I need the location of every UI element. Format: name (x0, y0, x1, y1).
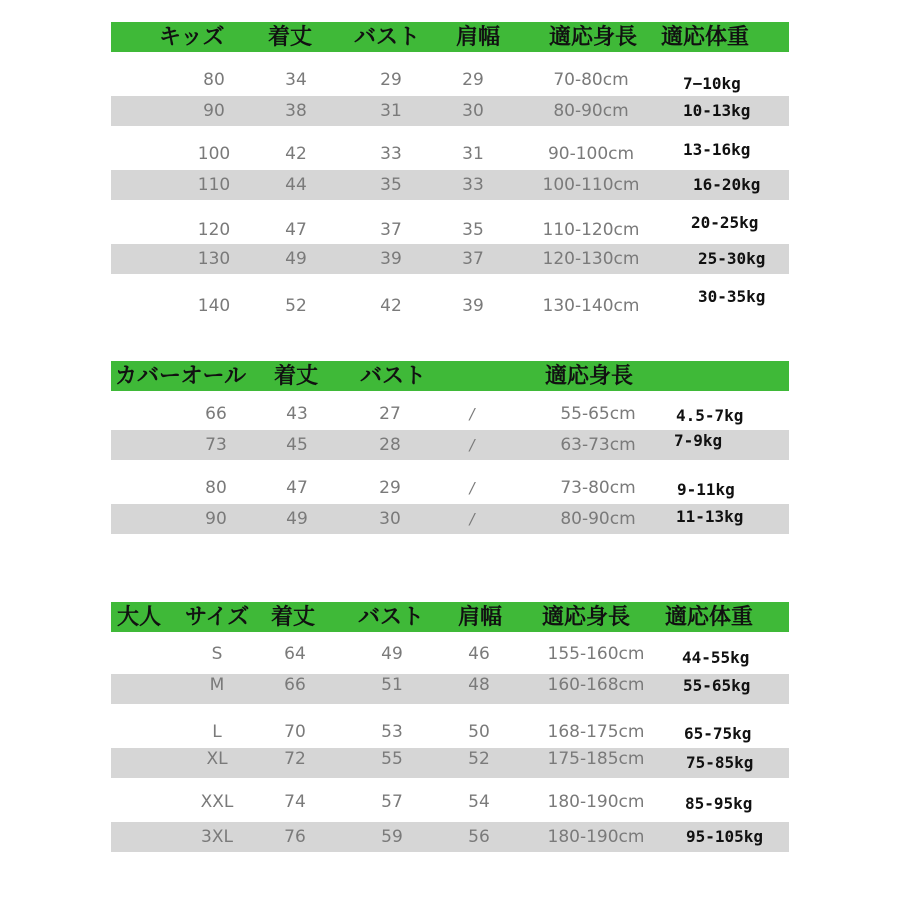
coverall-cell-length: 47 (286, 478, 308, 498)
coverall-cell-size: 73 (205, 435, 227, 455)
kids-cell-weight: 30-35kg (698, 287, 766, 306)
adult-cell-size: 3XL (201, 827, 233, 847)
kids-cell-bust: 29 (380, 70, 402, 90)
adult-cell-weight: 44-55kg (682, 648, 750, 667)
kids-table-row (111, 286, 789, 318)
kids-header-bust: バスト (354, 25, 421, 50)
coverall-cell-height: 63-73cm (560, 435, 636, 455)
kids-table-row (111, 64, 789, 96)
kids-cell-shoulder: 37 (462, 249, 484, 269)
adult-badge: 大人 (117, 605, 162, 630)
adult-cell-shoulder: 52 (468, 749, 490, 769)
coverall-cell-weight: 11-13kg (676, 507, 744, 526)
adult-cell-shoulder: 46 (468, 644, 490, 664)
kids-cell-length: 34 (285, 70, 307, 90)
adult-cell-bust: 53 (381, 722, 403, 742)
coverall-cell-size: 80 (205, 478, 227, 498)
adult-cell-height: 180-190cm (547, 827, 645, 847)
kids-cell-bust: 33 (380, 144, 402, 164)
kids-cell-height: 110-120cm (542, 220, 640, 240)
kids-cell-length: 38 (285, 101, 307, 121)
kids-header-height: 適応身長 (549, 25, 638, 50)
adult-cell-length: 76 (284, 827, 306, 847)
adult-cell-height: 168-175cm (547, 722, 645, 742)
kids-cell-weight: 10-13kg (683, 101, 751, 120)
adult-cell-length: 74 (284, 792, 306, 812)
coverall-cell-shoulder: / (469, 510, 475, 528)
kids-cell-shoulder: 29 (462, 70, 484, 90)
adult-cell-weight: 75-85kg (686, 753, 754, 772)
adult-cell-size: S (211, 644, 223, 664)
kids-cell-bust: 37 (380, 220, 402, 240)
kids-cell-length: 42 (285, 144, 307, 164)
kids-cell-height: 120-130cm (542, 249, 640, 269)
coverall-cell-height: 80-90cm (560, 509, 636, 529)
adult-cell-bust: 55 (381, 749, 403, 769)
coverall-cell-length: 49 (286, 509, 308, 529)
kids-cell-size: 110 (197, 175, 231, 195)
kids-cell-height: 100-110cm (542, 175, 640, 195)
adult-cell-shoulder: 56 (468, 827, 490, 847)
kids-cell-bust: 42 (380, 296, 402, 316)
adult-cell-shoulder: 48 (468, 675, 490, 695)
adult-table-row (111, 790, 789, 822)
kids-cell-height: 90-100cm (547, 144, 635, 164)
kids-cell-shoulder: 39 (462, 296, 484, 316)
kids-cell-size: 90 (203, 101, 225, 121)
kids-cell-shoulder: 30 (462, 101, 484, 121)
kids-cell-weight: 13-16kg (683, 140, 751, 159)
kids-cell-bust: 35 (380, 175, 402, 195)
coverall-header-height: 適応身長 (545, 364, 634, 389)
kids-table-row (111, 138, 789, 170)
kids-table-row (111, 96, 789, 126)
coverall-header-category: カバーオール (115, 364, 247, 389)
adult-cell-height: 160-168cm (547, 675, 645, 695)
kids-cell-shoulder: 35 (462, 220, 484, 240)
kids-cell-height: 130-140cm (542, 296, 640, 316)
adult-header-length: 着丈 (271, 605, 316, 630)
kids-cell-height: 80-90cm (553, 101, 629, 121)
kids-cell-shoulder: 31 (462, 144, 484, 164)
kids-header-category: キッズ (159, 25, 225, 50)
coverall-cell-bust: 27 (379, 404, 401, 424)
kids-cell-length: 44 (285, 175, 307, 195)
adult-cell-weight: 95-105kg (686, 827, 764, 846)
kids-cell-weight: 20-25kg (691, 213, 759, 232)
adult-cell-weight: 55-65kg (683, 676, 751, 695)
coverall-cell-size: 90 (205, 509, 227, 529)
adult-cell-bust: 49 (381, 644, 403, 664)
adult-cell-size: XXL (200, 792, 234, 812)
kids-table-row (111, 170, 789, 200)
kids-cell-weight: 7−10kg (683, 74, 741, 93)
coverall-table-row (111, 472, 789, 504)
adult-cell-length: 64 (284, 644, 306, 664)
kids-cell-size: 80 (203, 70, 225, 90)
adult-header-height: 適応身長 (542, 605, 631, 630)
kids-cell-weight: 25-30kg (698, 249, 766, 268)
coverall-cell-length: 45 (286, 435, 308, 455)
adult-cell-bust: 51 (381, 675, 403, 695)
adult-table-row (111, 674, 789, 704)
adult-header-shoulder: 肩幅 (458, 605, 503, 630)
coverall-cell-weight: 7-9kg (674, 431, 723, 450)
kids-cell-shoulder: 33 (462, 175, 484, 195)
kids-cell-bust: 31 (380, 101, 402, 121)
adult-cell-length: 66 (284, 675, 306, 695)
coverall-header-length: 着丈 (274, 364, 319, 389)
adult-cell-bust: 57 (381, 792, 403, 812)
adult-header-bust: バスト (358, 605, 425, 630)
coverall-cell-height: 73-80cm (560, 478, 636, 498)
kids-cell-size: 120 (197, 220, 231, 240)
kids-header-length: 着丈 (268, 25, 313, 50)
adult-table-row (111, 748, 789, 778)
adult-cell-length: 72 (284, 749, 306, 769)
adult-cell-length: 70 (284, 722, 306, 742)
coverall-cell-length: 43 (286, 404, 308, 424)
adult-cell-size: L (212, 722, 222, 742)
coverall-table-row (111, 504, 789, 534)
coverall-cell-shoulder: / (469, 479, 475, 497)
coverall-cell-bust: 29 (379, 478, 401, 498)
coverall-cell-shoulder: / (469, 436, 475, 454)
kids-table-row (111, 244, 789, 274)
adult-cell-height: 180-190cm (547, 792, 645, 812)
kids-cell-length: 47 (285, 220, 307, 240)
kids-header-weight: 適応体重 (661, 25, 750, 50)
coverall-cell-height: 55-65cm (560, 404, 636, 424)
kids-cell-length: 49 (285, 249, 307, 269)
coverall-header-bust: バスト (360, 364, 427, 389)
coverall-cell-shoulder: / (469, 405, 475, 423)
kids-cell-length: 52 (285, 296, 307, 316)
adult-cell-shoulder: 50 (468, 722, 490, 742)
adult-header-row (111, 602, 789, 632)
adult-cell-height: 175-185cm (547, 749, 645, 769)
coverall-cell-weight: 4.5-7kg (676, 406, 744, 425)
coverall-header-row (111, 361, 789, 391)
adult-cell-size: XL (206, 749, 228, 769)
adult-table-row (111, 822, 789, 852)
adult-header-size: サイズ (185, 605, 250, 630)
coverall-cell-weight: 9-11kg (677, 480, 735, 499)
kids-cell-weight: 16-20kg (693, 175, 761, 194)
adult-cell-size: M (209, 675, 225, 695)
coverall-cell-bust: 28 (379, 435, 401, 455)
coverall-table-row (111, 430, 789, 460)
kids-header-row (111, 22, 789, 52)
adult-header-weight: 適応体重 (665, 605, 754, 630)
kids-cell-height: 70-80cm (553, 70, 629, 90)
coverall-cell-size: 66 (205, 404, 227, 424)
adult-cell-height: 155-160cm (547, 644, 645, 664)
adult-cell-shoulder: 54 (468, 792, 490, 812)
kids-cell-bust: 39 (380, 249, 402, 269)
kids-table-row (111, 212, 789, 244)
adult-cell-weight: 65-75kg (684, 724, 752, 743)
kids-cell-size: 100 (197, 144, 231, 164)
kids-cell-size: 130 (197, 249, 231, 269)
kids-cell-size: 140 (197, 296, 231, 316)
adult-cell-bust: 59 (381, 827, 403, 847)
adult-cell-weight: 85-95kg (685, 794, 753, 813)
kids-header-shoulder: 肩幅 (456, 25, 501, 50)
coverall-cell-bust: 30 (379, 509, 401, 529)
